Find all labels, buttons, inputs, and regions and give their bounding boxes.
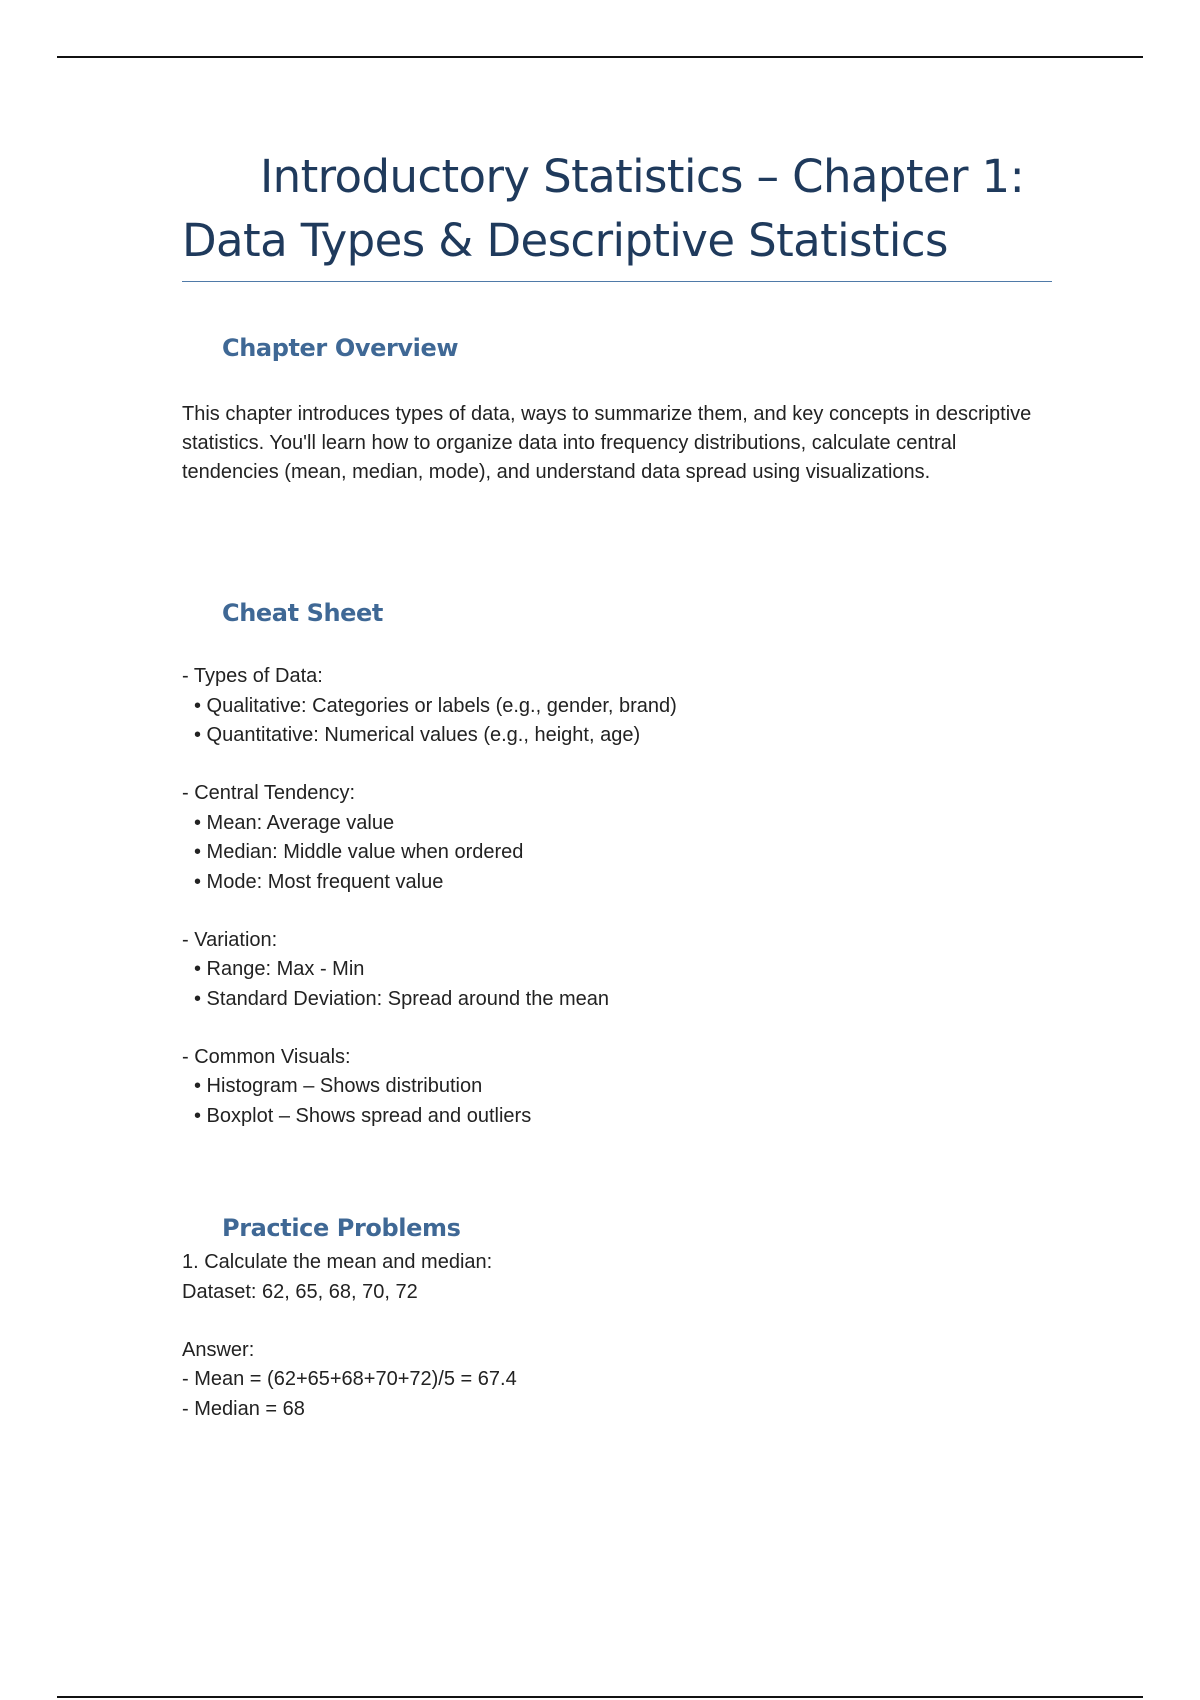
cheat-item-histogram: • Histogram – Shows distribution bbox=[194, 1075, 483, 1097]
cheat-item-qualitative: • Qualitative: Categories or labels (e.g., gender, brand) bbox=[194, 695, 677, 717]
overview-heading: Chapter Overview bbox=[222, 334, 459, 362]
page-bottom-rule bbox=[57, 1696, 1143, 1698]
practice-answer-median: - Median = 68 bbox=[182, 1398, 305, 1420]
cheat-group-label-data-types: - Types of Data: bbox=[182, 665, 323, 687]
practice-answer-label: Answer: bbox=[182, 1339, 255, 1361]
cheat-item-mode: • Mode: Most frequent value bbox=[194, 871, 444, 893]
cheat-item-mean: • Mean: Average value bbox=[194, 812, 395, 834]
page-top-rule bbox=[57, 56, 1143, 58]
cheat-group-label-central-tendency: - Central Tendency: bbox=[182, 782, 356, 804]
cheat-sheet-heading: Cheat Sheet bbox=[222, 599, 383, 627]
document-title: Introductory Statistics – Chapter 1: Data Types & Descriptive Statistics bbox=[182, 150, 1025, 267]
title-underline bbox=[182, 281, 1052, 282]
practice-dataset: Dataset: 62, 65, 68, 70, 72 bbox=[182, 1281, 418, 1303]
practice-heading: Practice Problems bbox=[222, 1214, 461, 1242]
cheat-item-standard-deviation: • Standard Deviation: Spread around the mean bbox=[194, 988, 610, 1010]
practice-answer-mean: - Mean = (62+65+68+70+72)/5 = 67.4 bbox=[182, 1368, 517, 1390]
cheat-item-range: • Range: Max - Min bbox=[194, 958, 365, 980]
overview-paragraph: This chapter introduces types of data, ways to summarize them, and key concepts in descriptive statistics. You'll learn how to organize data into frequency distributions, calculate central tendencies (mean, median, mode), and understand data spread using visualizations. bbox=[182, 403, 1032, 483]
cheat-item-quantitative: • Quantitative: Numerical values (e.g., height, age) bbox=[194, 724, 641, 746]
cheat-group-label-common-visuals: - Common Visuals: bbox=[182, 1046, 351, 1068]
cheat-group-label-variation: - Variation: bbox=[182, 929, 278, 951]
practice-question: 1. Calculate the mean and median: bbox=[182, 1251, 493, 1273]
cheat-item-median: • Median: Middle value when ordered bbox=[194, 841, 524, 863]
cheat-item-boxplot: • Boxplot – Shows spread and outliers bbox=[194, 1105, 532, 1127]
